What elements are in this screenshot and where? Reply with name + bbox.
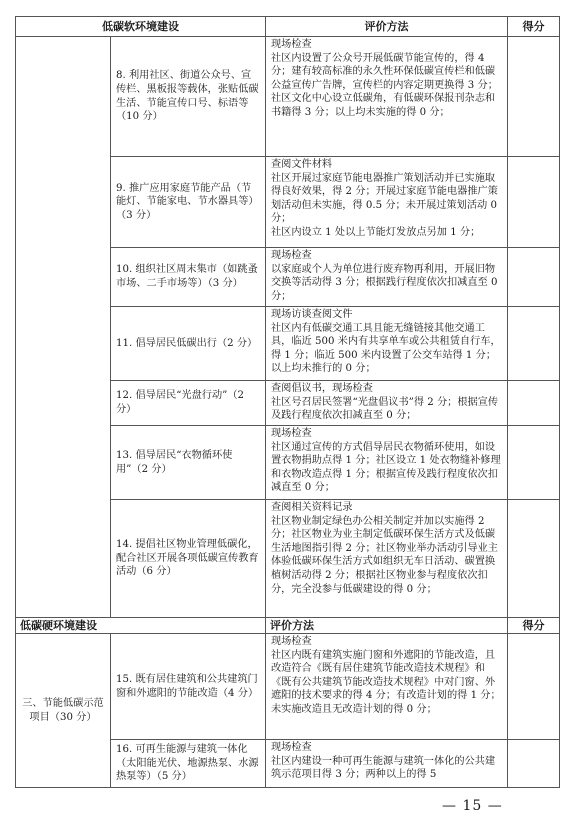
method-line: 以家庭或个人为单位进行废弃物再利用，开展旧物交换等活动得 3 分；根据践行程度依次扣减直至 0 分； (271, 263, 498, 302)
method-cell (266, 157, 508, 248)
header-method: 评价方法 (266, 17, 508, 37)
method-line: 现场检查 (271, 428, 312, 439)
score-cell (508, 381, 560, 426)
score-cell (508, 426, 560, 500)
method-line: 社区内设置了公众号开展低碳节能宣传的，得 4 分；建有较高标准的永久性环保低碳宣传栏和低碳公益宣传广告牌，宣传栏的内容定期更换得 3 分；社区文化中心设立低碳角，有低碳环保报刊杂志和书籍得 3 分；以上均未实施的得 0 分； (271, 52, 498, 118)
item-cell: 8. 利用社区、街道公众号、宣传栏、黑板报等载体，张贴低碳生活、节能宣传口号、标语等（10 分） (111, 37, 266, 157)
score-cell (508, 307, 560, 381)
score-cell (508, 500, 560, 618)
method-line: 现场访谈查阅文件 (271, 309, 353, 320)
method-line: 社区内设立 1 处以上节能灯发放点另加 1 分； (271, 226, 481, 238)
score-cell (508, 37, 560, 157)
score-cell (508, 740, 560, 788)
subheader-score: 得分 (508, 618, 560, 634)
method-cell (266, 381, 508, 426)
item-cell: 11. 倡导居民低碳出行（2 分） (111, 307, 266, 381)
item-cell: 10. 组织社区周末集市（如跳蚤市场、二手市场等）（3 分） (111, 248, 266, 307)
method-line: 社区内有低碳交通工具且能无缝链接其他交通工具，临近 500 米内有共享单车或公共租赁自行车，得 1 分；临近 500 米内设置了公交车站得 1 分；以上均未推行的 0 分； (271, 322, 501, 375)
table-subheader (16, 618, 560, 634)
category-cell: 三、节能低碳示范项目（30 分） (16, 634, 111, 788)
score-cell (508, 157, 560, 248)
method-line: 现场检查 (271, 250, 312, 261)
evaluation-table (15, 16, 560, 788)
method-cell (266, 37, 508, 157)
method-line: 社区开展过家庭节能电器推广策划活动并已实施取得良好效果，得 2 分；开展过家庭节能电器推广策划活动但未实施，得 0.5 分；未开展过策划活动 0 分； (271, 172, 498, 225)
method-line: 现场检查 (271, 636, 312, 647)
subheader-section: 低碳硬环境建设 (16, 618, 266, 634)
method-cell (266, 307, 508, 381)
page-number: — 15 — (442, 798, 503, 814)
method-line: 查阅相关资料记录 (271, 502, 353, 513)
method-cell (266, 500, 508, 618)
method-line: 社区号召居民签署“光盘倡议书”得 2 分；根据宣传及践行程度依次扣减直至 0 分； (271, 396, 499, 422)
item-cell: 15. 既有居住建筑和公共建筑门窗和外遮阳的节能改造（4 分） (111, 634, 266, 740)
table-header (16, 17, 560, 37)
method-cell (266, 740, 508, 788)
score-cell (508, 634, 560, 740)
method-line: 查阅文件材料 (271, 159, 333, 170)
method-line: 社区物业制定绿色办公相关制定并加以实施得 2 分；社区物业为业主制定低碳环保生活方式及低碳生活地图指引得 2 分；社区物业举办活动引导业主体验低碳环保生活方式如组织无车日活动、碳置换植树活动得 2 分；根据社区物业参与程度依次扣分，完全没参与低碳建设的得 0 分； (271, 515, 498, 595)
method-line: 社区内建设一种可再生能源与建筑一体化的公共建筑示范项目得 3 分；两种以上的得 5 (271, 755, 496, 781)
method-line: 现场检查 (271, 742, 312, 753)
item-cell: 14. 提倡社区物业管理低碳化，配合社区开展各项低碳宣传教育活动（6 分） (111, 500, 266, 618)
header-section: 低碳软环境建设 (16, 17, 266, 37)
table-row (16, 634, 560, 740)
method-line: 社区通过宣传的方式倡导居民衣物循环使用，如设置衣物捐助点得 1 分；社区设立 1 处衣物缝补修理和衣物改造点得 1 分；根据宣传及践行程度依次扣减直至 0 分； (271, 441, 501, 494)
item-cell: 12. 倡导居民“光盘行动”（2 分） (111, 381, 266, 426)
item-cell: 16. 可再生能源与建筑一体化（太阳能光伏、地源热泵、水源热泵等）（5 分） (111, 740, 266, 788)
header-score: 得分 (508, 17, 560, 37)
table-row (16, 37, 560, 157)
method-cell (266, 634, 508, 740)
method-cell (266, 426, 508, 500)
method-cell (266, 248, 508, 307)
category-cell-empty (16, 37, 111, 618)
method-line: 查阅倡议书，现场检查 (271, 383, 373, 394)
score-cell (508, 248, 560, 307)
item-cell: 9. 推广应用家庭节能产品（节能灯、节能家电、节水器具等）（3 分） (111, 157, 266, 248)
method-line: 社区内既有建筑实施门窗和外遮阳的节能改造，且改造符合《既有居住建筑节能改造技术规程》和《既有公共建筑节能改造技术规程》中对门窗、外遮阳的技术要求的得 4 分；有改造计划的得 1 分；未实施改造且无改造计划的得 0 分； (271, 649, 501, 715)
item-cell: 13. 倡导居民“衣物循环使用”（2 分） (111, 426, 266, 500)
subheader-method: 评价方法 (266, 618, 508, 634)
method-line: 现场检查 (271, 39, 312, 50)
